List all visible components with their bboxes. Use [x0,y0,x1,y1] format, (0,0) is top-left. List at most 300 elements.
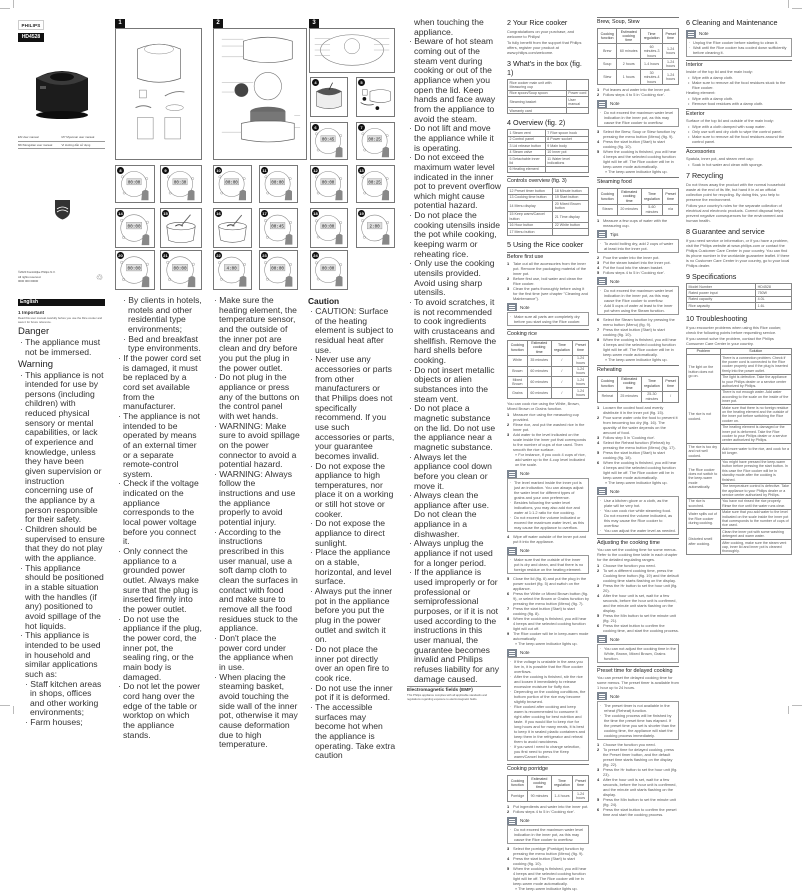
note-item: · The cooking process will be finished by the time the preset time has elapsed. If the preset time you set is shorter than the cooking time, the appliance will start the cooking process immediately. [600,713,676,738]
table-cell: Mixed Brown [508,377,528,388]
step-number: 4 [597,264,600,270]
note-item: · Rice cooked after cooking and keep warm is recommended to consume it right after cooking for best nutrition and taste. If you would like to keep rice for long hours and for many meals, it is best to keep it in sealed plastic containers and keep them in the refrigerator and reheat them to avoid rancidness. [510,704,586,744]
table-cell: 6 Heating element [508,166,546,172]
step-text: When the cooking is finished, you will hear 4 beeps and the selected cooking function light will cut off. [513,616,587,631]
philips-logo: PHILIPS [18,20,44,30]
section-heading: 9 Specifications [686,272,737,281]
step-number: 8 [597,336,600,342]
table-cell: Model Number [687,284,756,290]
step-item [597,139,679,149]
table-cell: 4.0L [756,296,792,302]
step-item [507,276,589,286]
column-header: Preset time [663,29,679,44]
note-header [597,277,679,286]
bullet-item: · CAUTION: Surface of the heating element is subject to residual heat after use. [308,307,396,355]
bullet-item: · Never use any accessories or parts from other manufacturers or that Philips does not specifically recommend. If you use such accessories or parts, your guarantee becomes invalid. [308,355,396,461]
table-cell: 90 minutes [527,791,551,802]
table-row [687,498,792,509]
result-text: » For instance, if you cook 4 cups of rice, add water up to the 4-cup level indicated on the scale. [515,452,586,467]
crop-mark [788,0,789,8]
note-label: Note [520,818,530,824]
step-text: Press the Hr button to set the hour unit (fig. 23). [603,766,678,777]
table-row [687,303,792,309]
display-readout: 00:00 [127,224,141,230]
continued-text: when touching the appliance. [414,17,484,37]
column-header: Time regulation [641,189,662,204]
step-number: 4 [597,592,600,598]
table-cell: 1 hours [617,70,641,85]
note-box [597,99,679,127]
column-warning-cont [116,296,202,740]
sub-bullet-item: · Staff kitchen areas in shops, offices and other working environments; [18,680,105,719]
hand-icon [335,234,342,244]
bullet-item: · Do not exceed the maximum water level indicated in the inner pot to prevent overflow which might cause potential hazard. [407,153,501,211]
bullet-item: · Do not lift and move the appliance while it is operating. [407,124,501,153]
section-heading: 2 Your Rice cooker [507,18,568,27]
step-text: Choose the function you need. [603,562,656,568]
figure-label: 1 [115,19,125,28]
hand-icon [382,234,389,245]
bullet-item: · Do not expose the appliance to high temperatures, nor place it on a working or still hot stove or cooker. [308,462,396,520]
table-cell: 18 Minute button [553,188,589,194]
figure-number: 23 [262,253,267,258]
table-cell: 1 Steam vent [508,130,546,136]
step-number: 1 [597,217,600,223]
bullet-item: · Place the appliance on a stable, horizontal, and level surface. [308,548,396,587]
step-text: After the hour unit is set, wait for a few seconds, before the hour unit is confirmed, and the minute unit starts flashing on the display. [603,776,677,797]
figure-number: 4 [312,79,319,86]
table-cell [545,166,588,172]
table-row [687,529,792,540]
tips-box [597,230,679,253]
figure-panel-14 [115,208,155,248]
step-number: 1 [597,87,600,93]
step-item [507,856,589,866]
bullet-item: · Make sure the heating element, the temperature sensor, and the outside of the inner pot are clean and dry before you put the plug in the power outlet. [212,296,300,373]
display-readout: 00:00 [173,266,187,272]
data-table [507,129,589,173]
step-text: Before first use, boil water and clean the Rice cooker. [513,275,583,286]
step-item [597,568,679,583]
language-list [18,134,105,149]
troubleshooting-table [686,348,792,556]
step-item [597,450,679,460]
note-header [507,303,589,312]
table-row [598,70,679,85]
note-box [507,303,589,326]
table-row [508,108,589,114]
column-caution-cont [407,18,501,703]
step-item [597,270,679,275]
column-header: Problem [687,348,721,354]
step-number: 5 [597,449,600,455]
step-item [597,218,679,228]
step-item [507,631,589,641]
subsection-heading: Accessories [686,147,792,156]
display-readout: 00:00 [321,267,335,272]
paragraph: Spatula, inner pot, and steam vent cap: [686,156,754,161]
table-cell: 15 Keep warm/Cancel button [508,211,553,222]
step-item [507,846,589,856]
crop-mark [0,8,10,9]
table-row [508,355,589,366]
column-header: Cooking function [508,776,528,791]
note-label: Note [610,278,620,284]
table-cell: 25-30 minutes [641,391,662,402]
step-text: Press the start button (Start) to start cooking (fig. 10). [603,139,665,150]
solution-cell: Make sure that there is no foreign residue on the heating element and the outside of the inner pot before switching the Rice cooker on. [720,405,791,425]
bullet-item: · The appliance must not be immersed. [18,338,105,357]
bullet-item: • Make sure to remove all the food residues stuck to the Rice cooker. [686,80,792,90]
table-cell: 7 Rice spoon hook [545,130,588,136]
figure-panel-15 [160,208,202,248]
note-header [597,99,679,108]
data-table [507,340,589,399]
paragraph: If you need service or information, or if you have a problem, visit the Philips website at www.philips.com or contact the Philips Customer Care Center in your country. You can find its phone number in the worldwide guarantee leaflet. If there is no Customer Care Center in your country, go to your local Philips dealer. [686,238,790,268]
subsection-heading: Interior [686,60,792,69]
step-number: 7 [507,606,510,611]
display-readout: 00:00 [271,266,284,272]
data-table [597,28,679,85]
table-cell: 4 Steam valve [508,149,546,155]
step-item [597,317,679,327]
column-header: Preset time [663,189,679,204]
crop-mark [792,8,802,9]
step-item [597,460,679,480]
table-row [508,791,589,802]
table-cell: Grains [508,388,528,399]
figure-number: 15 [163,211,168,216]
step-text: To set a different cooking time, press the Cooking time button (fig. 19) and the default cooking time starts flashing on the display. [603,567,679,583]
step-number: 5 [597,149,600,155]
result-text: » The keep-warm indicator lights up. [605,169,668,175]
table-cell: 1.6L [756,303,792,309]
step-item [597,797,679,807]
section-heading: 10 Troubleshooting [686,313,748,323]
figure-number: 17 [262,211,267,216]
table-row [508,377,589,388]
figure-number: 7 [358,124,365,131]
table-cell: 60 minutes [527,388,551,399]
table-row [508,166,589,172]
copyright-line: All rights reserved. [18,274,42,279]
data-table [597,188,679,215]
table-cell: Rice spoon/Soup spoon [508,90,567,96]
step-item [597,92,679,97]
note-box [686,29,792,57]
step-number: 2 [507,422,510,427]
display-readout: 00:00 [127,181,141,186]
step-text: Put ingredients and water into the inner pot. [513,804,589,810]
note-item: · Besides following the water level indications, you may also add rice and water at 1:1.2 ratio for rice cooking. [510,500,586,515]
table-cell: 60 minutes [527,366,551,377]
bullet-item: • Make sure to remove all the food residues around the control panel. [686,134,792,144]
figure-panel-21 [160,250,202,290]
table-header-row [508,340,589,355]
step-text: Follow steps 4 to 5 in 'Cooking rice'. [513,809,575,815]
step-text: To preset time for delayed cooking, press the Preset timer button, and the default preset time starts flashing on the display (fig. 22). [603,746,674,767]
table-cell [553,229,589,235]
note-item: · To avoid boiling dry, add 2 cups of water at least into the inner pot. [600,241,676,251]
subsection-heading: Warning [18,358,54,370]
note-box [597,692,679,740]
note-box [507,469,589,532]
note-label: Note [610,636,620,642]
section-heading: 5 Using the Rice cooker [507,239,584,249]
note-label: Tips [610,231,619,237]
table-cell: Porridge [508,791,528,802]
table-cell: / [551,355,572,366]
step-item [597,415,679,435]
step-text: Press the start button (Start) to start cooking (fig. 10). [603,326,665,337]
column-header: Estimated cooking time [617,376,641,391]
problem-cell: The rice is not cooked. [687,389,721,443]
data-table [507,775,589,802]
language-row [18,142,105,150]
note-item: · Do not exceed the maximum water level indication in the inner pot, as this may cause the Rice cooker to overflow. [510,827,586,842]
note-item: · You can adjust the water level as needed. [600,528,676,533]
note-item: · The level marked inside the inner pot is just an indication. You can always adjust the water level for different types of grains and your own preference. [510,480,586,500]
step-text: When the cooking is finished, you will hear 4 beeps and the selected cooking function light will be off. The Rice cooker will be in keep-warm mode automatically. [603,149,677,170]
step-number: 5 [507,576,510,581]
table-header-row [508,776,589,791]
note-content [597,496,679,535]
table-cell: 35 minutes [527,355,551,366]
solution-cell: You have not rinsed the rice properly. Rinse the rice until the water runs clear. [720,498,791,509]
bullet-item: · Do not plug in the appliance or press any of the buttons on the control panel with wet hands. [212,373,300,421]
step-text: Choose the function you need. [603,741,656,747]
table-cell: Reheat [598,391,618,402]
figure-number: 22 [216,253,221,258]
table-cell: Power cord [566,90,588,96]
step-number: 1 [597,562,600,568]
note-header [597,230,679,239]
column-header: Estimated cooking time [617,189,641,204]
step-number: 2 [597,92,600,98]
figure-number: 8 [117,167,124,174]
model-number: HD4528 [18,33,44,42]
bullet-item: · Do not expose the appliance to direct sunlight. [308,519,396,548]
table-cell: 12 Preset timer button [508,188,553,194]
bullet-item: · The accessible surfaces may become hot when the appliance is operating. Take extra caution [308,703,396,761]
figure-panel-17 [259,208,298,248]
step-text: Close the lid (fig. 6) and put the plug in the power socket (fig. 5) and switch on the appliance. [513,576,587,591]
bullet-item: · Only use the cooking utensils provided. Avoid using sharp utensils. [407,259,501,298]
step-number: 5 [597,269,600,275]
table-cell: 16 Hour button [508,222,553,228]
note-icon [597,692,607,700]
step-item [597,129,679,139]
step-item [597,807,679,817]
note-item: · Depending on the cooking conditions, the bottom portion of the rice may become slightly browned. [510,689,586,704]
solution-cell: Make sure that you add water to the level indicated on the scale inside the inner pot that corresponds to the number of cups of rice used. [720,509,791,529]
table-cell: 3 Lid release button [508,143,546,149]
step-item [597,593,679,613]
step-number: 1 [507,260,510,266]
note-label: Note [610,488,620,494]
paragraph: Follow your country's rules for the separate collection of electrical and electronic products. Correct disposal helps prevent negative consequences for the environment and human health. [686,203,784,223]
note-content [507,657,589,761]
table-row [598,44,679,59]
table-cell: 17 Menu button [508,229,553,235]
figure-label: 2 [213,19,223,28]
table-cell: / [551,377,572,388]
column-header: Time regulation [640,29,662,44]
note-label: Note [520,548,530,553]
step-number: 8 [507,616,510,621]
note-item: · Unplug the Rice cooker before starting to clean it. [689,40,789,45]
step-text: Press the start button (Start) to start cooking (fig. 18). [603,449,665,460]
step-item [597,440,679,450]
note-box [597,277,679,315]
table-cell: / [551,388,572,399]
table-row [508,97,589,108]
solution-cell: The light is defective. Take the appliance to your Philips dealer or a service center authorized by Philips. [720,374,791,389]
table-cell: 1-24 hours [573,388,589,399]
note-header [507,816,589,825]
step-text: Select the Brew, Soup or Stew function by pressing the menu button (Menu) (fig. 9). [603,129,676,140]
note-label: Note [699,31,709,36]
step-text: Press the start button (Start) to start cooking (fig. 10). [513,856,575,867]
table-cell: Brew [598,44,617,59]
subsection-heading: Steaming food [597,177,679,186]
column-header: Solution [720,348,791,354]
note-icon [686,30,696,38]
step-number: 2 [507,809,510,815]
figure-panel-11 [259,165,298,203]
hand-icon [382,190,389,200]
step-number: 7 [597,326,600,332]
step-number: 3 [597,129,600,135]
note-icon [507,547,517,555]
table-row [508,156,589,167]
step-text: Select the porridge (Porridge) function by pressing the menu button (Menu) (fig. 9). [513,846,584,857]
figure-panel-18 [310,208,348,248]
note-header [597,487,679,496]
table-cell [566,108,588,114]
table-row [598,204,679,215]
data-table [507,187,589,235]
note-icon [597,100,607,108]
table-cell: / [663,391,679,402]
step-number: 1 [597,741,600,747]
note-content [597,644,679,663]
column-header: Preset time [663,376,679,391]
step-text: When the cooking is finished, you will hear 4 beeps and the selected cooking function light will be off. The Rice cooker will be in keep-warm mode automatically. [603,459,677,480]
figure-panel-9 [160,165,202,203]
bullet-item: · Check if the voltage indicated on the appliance corresponds to the local power voltage before you connect it. [116,479,202,547]
table-cell: Rice cooker main unit with Measuring cup [508,80,567,91]
table-cell: Rated capacity [687,296,756,302]
display-readout: 00:00 [321,181,335,186]
solution-cell: After cooking, make sure the steam vent cap, inner lid and inner pot is cleaned thoroughly. [720,540,791,555]
note-item: · Do not exceed the volume indicated or exceed the maximum water level, as this may cause the appliance to overflow. [510,515,586,530]
bullet-item: • Soak in hot water and clean with sponge. [686,162,792,167]
section-heading: 4 Overview (fig. 2) [507,118,566,128]
table-cell: 1-24 hours [573,377,589,388]
note-icon [597,487,607,495]
subsection-heading: Preset time for delayed cooking [597,666,679,675]
hand-icon [382,147,389,157]
note-content [507,825,589,844]
bullet-item: · Don't place the power cord under the appliance when in use. [212,634,300,673]
note-item: · Use a kitchen glove or a cloth, as the plate will be very hot. [600,498,676,508]
problem-cell: The rice is too dry and not well cooked. [687,444,721,459]
section-heading: 7 Recycling [686,171,724,180]
display-readout: 00:00 [271,181,284,186]
step-item [597,405,679,415]
note-item: · After the cooking is finished, stir the rice and loosen it immediately to release excessive moisture for fluffy rice. [510,674,586,689]
step-text: Follow steps 4 to 5 in 'Cooking rice'. [603,269,665,275]
hand-icon [335,147,342,157]
note-content [507,312,589,326]
note-box [597,487,679,535]
step-number: 2 [597,567,600,573]
section-heading: Electromagnetic fields (EMF) [407,686,501,694]
step-text: After the hour unit is set, wait for a few seconds, before the hour unit is confirmed, and the minute unit starts flashing on the display. [603,592,677,613]
step-item [507,576,589,591]
step-text: Follow step 5 in 'Cooking rice'. [603,434,656,440]
figure-1 [115,28,202,160]
figure-panel-6 [310,122,348,160]
figure-2 [213,28,307,160]
table-cell: 1-24 hours [573,366,589,377]
table-cell: 30 minutes-4 hours [640,70,662,85]
column-header: Cooking function [508,340,528,355]
bullet-item: • Remove food residues with a damp cloth. [686,101,792,106]
table-cell: 20 Mixed Brown button [553,201,589,212]
step-item [597,327,679,337]
rice-cooker-product-image [28,58,96,126]
note-content [686,38,792,57]
table-cell: 1-4 hours [640,59,662,70]
figure-number: 21 [163,253,168,258]
table-cell: Brown [508,366,528,377]
bullet-item: · This appliance should be positioned in a stable situation with the handles (if any) positioned to avoid spillage of the hot liquids. [18,564,105,632]
figure-number: 11 [262,168,267,173]
note-content [597,701,679,740]
step-item [507,866,589,886]
paragraph: You can cook rice using the White, Brown, Mixed Brown or Grains function. [507,401,580,411]
bullet-item: • Wipe with a damp cloth. [686,75,792,80]
step-text: Press the Min button to set the minute unit (fig. 24). [603,796,676,807]
subsection-heading: Controls overview (fig. 3) [507,176,589,185]
column-usage [507,14,589,891]
hand-icon [141,190,148,200]
note-label: Note [610,101,620,107]
bullet-item: · WARNING: Always follow the instructions and use the appliance properly to avoid potential injury. [212,470,300,528]
note-box [597,635,679,663]
column-header: Cooking function [598,376,618,391]
bullet-item: · Do not use the appliance if the plug, the power cord, the inner pot, the sealing ring, or the main body is damaged. [116,615,202,683]
solution-cell: The heating element is damaged or the inner pot is deformed. Take the Rice cooker to your Philips dealer or a service center authorized by Philips. [720,424,791,444]
subsection-heading: Brew, Soup, Stew [597,17,679,26]
bullet-item: · The appliance is not intended to be operated by means of an external timer or a separate remote-control system. [116,412,202,480]
step-number: 6 [597,622,600,628]
column-caution [308,296,396,761]
table-cell: 750W [756,290,792,296]
step-number: 3 [507,285,510,291]
note-item: · The preset timer is not available in the reheat (Reheat) function. [600,703,676,713]
step-item [507,591,589,606]
note-box [507,648,589,761]
figure-panel-8 [115,165,155,203]
step-text: The Rice cooker will be in keep-warm mode automatically. [513,631,589,641]
step-number: 3 [507,846,510,852]
hand-icon [142,234,150,245]
figure-number: 20 [118,253,123,258]
step-number: 3 [507,432,510,437]
